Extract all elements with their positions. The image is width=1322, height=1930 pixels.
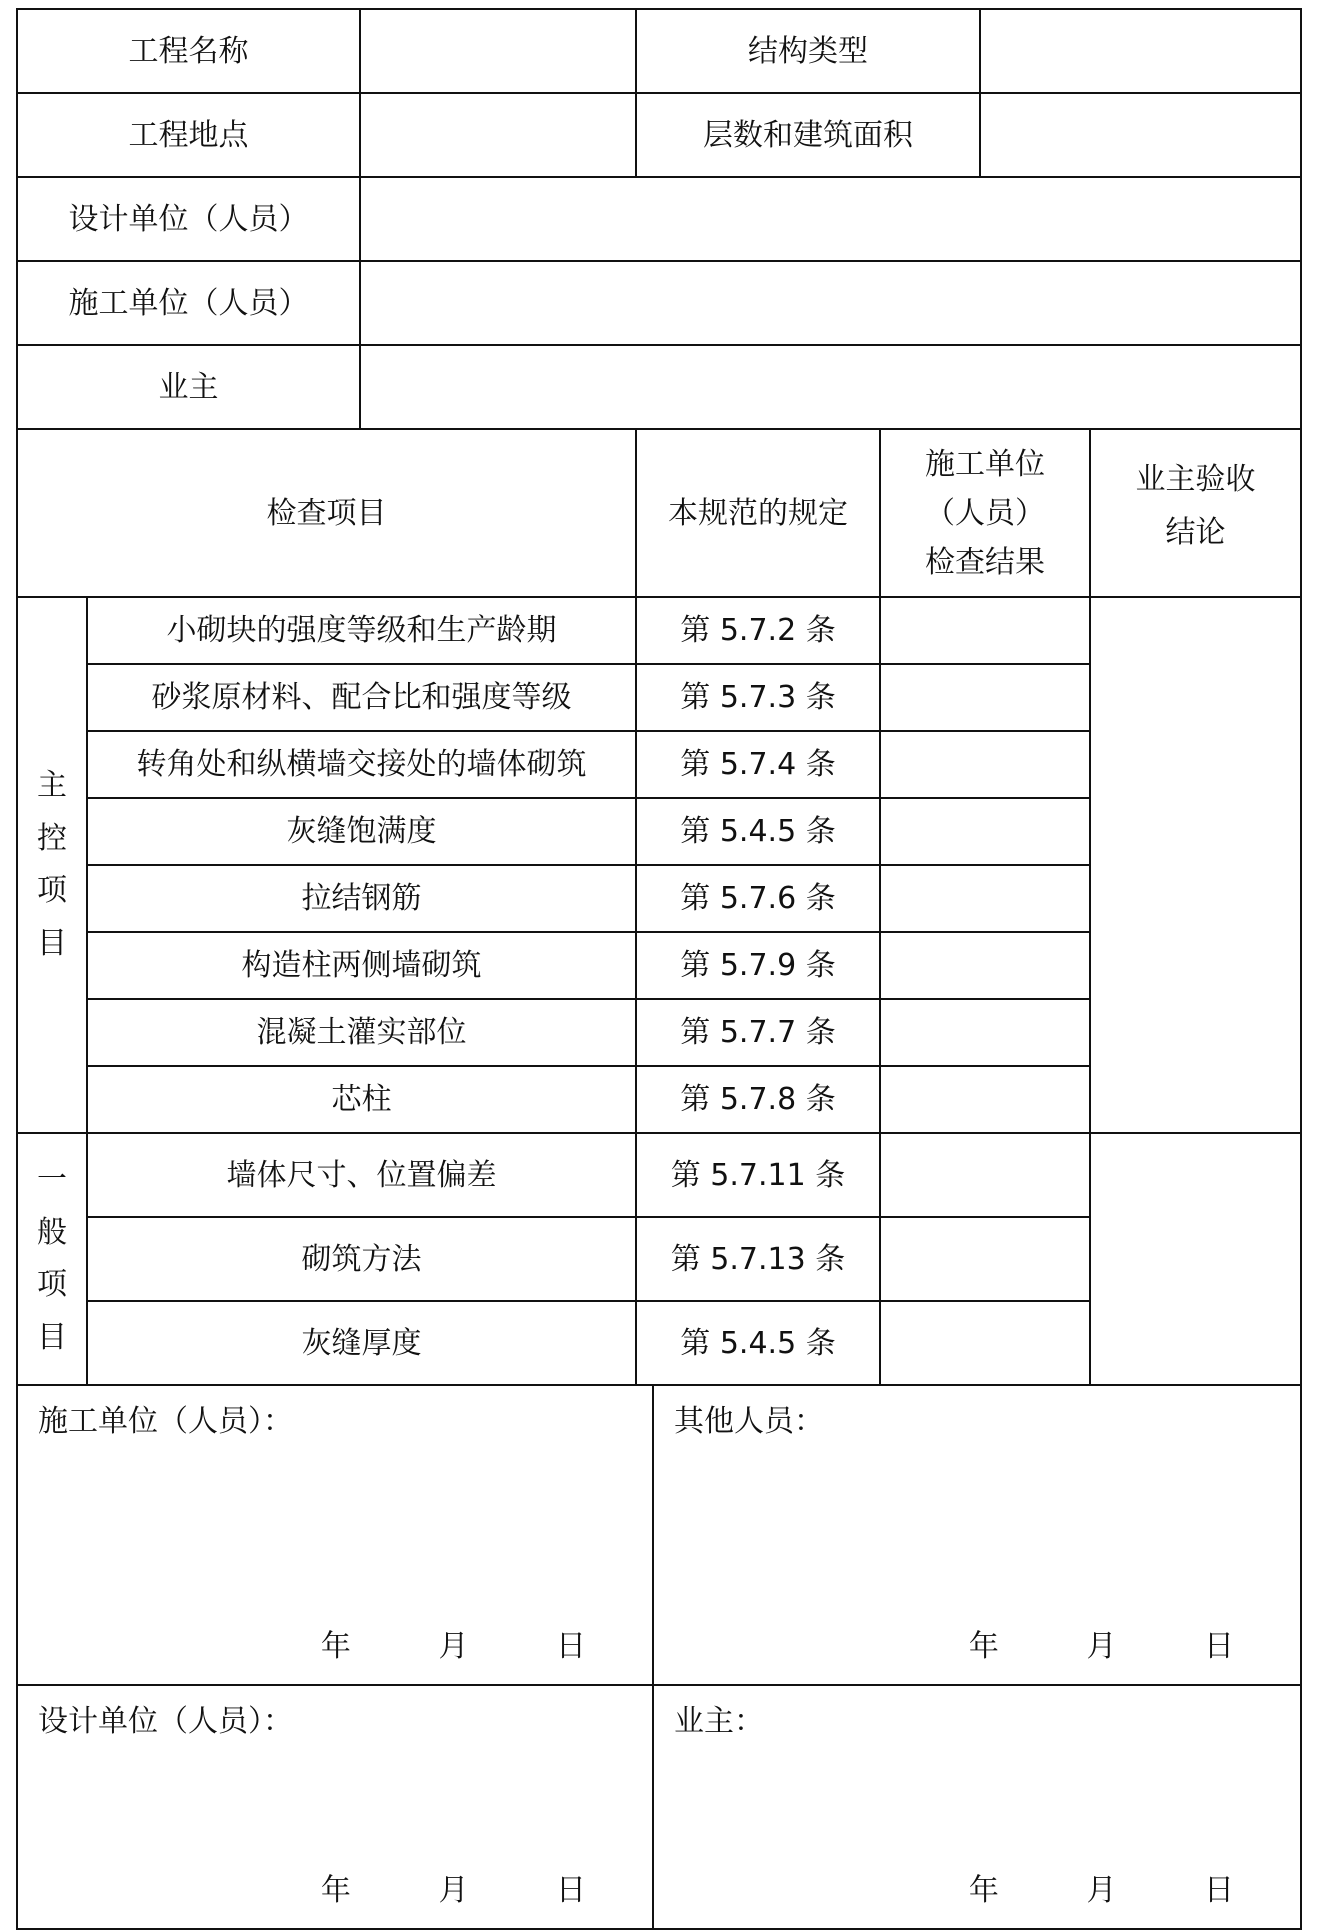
date-year: 年	[968, 1629, 999, 1664]
project-location-value[interactable]	[360, 93, 636, 177]
general-item-2: 砌筑方法	[87, 1217, 636, 1301]
general-item-3: 灰缝厚度	[87, 1301, 636, 1385]
general-result-2[interactable]	[880, 1217, 1090, 1301]
floors-area-label: 层数和建筑面积	[636, 93, 980, 177]
general-result-3[interactable]	[880, 1301, 1090, 1385]
main-group-char-4: 目	[37, 925, 67, 961]
design-unit-label: 设计单位（人员）	[17, 177, 360, 261]
general-result-1[interactable]	[880, 1133, 1090, 1217]
inspection-items-table	[16, 428, 1302, 1386]
main-result-8[interactable]	[880, 1066, 1090, 1133]
general-group-char-3: 项	[37, 1267, 67, 1302]
main-item-3: 转角处和纵横墙交接处的墙体砌筑	[87, 731, 636, 798]
main-item-5: 拉结钢筋	[87, 865, 636, 932]
owner-sign-date	[969, 1871, 1234, 1910]
main-result-1[interactable]	[880, 597, 1090, 664]
main-item-6: 构造柱两侧墙砌筑	[87, 932, 636, 999]
main-result-7[interactable]	[880, 999, 1090, 1066]
design-sign-label: 设计单位（人员）：	[38, 1704, 293, 1739]
structure-type-label: 结构类型	[636, 9, 980, 93]
date-day: 日	[556, 1873, 586, 1908]
main-rule-3: 第 5.7.4 条	[636, 731, 880, 798]
design-sign-box[interactable]	[17, 1685, 653, 1929]
general-rule-2: 第 5.7.13 条	[636, 1217, 880, 1301]
owner-sign-box[interactable]	[653, 1685, 1301, 1929]
main-group-char-3: 项	[37, 873, 67, 908]
main-rule-8: 第 5.7.8 条	[636, 1066, 880, 1133]
main-item-7: 混凝土灌实部位	[87, 999, 636, 1066]
date-month: 月	[1086, 1629, 1117, 1664]
construction-result-header	[880, 429, 1090, 597]
main-result-2[interactable]	[880, 664, 1090, 731]
date-month: 月	[1086, 1873, 1117, 1908]
main-item-4: 灰缝饱满度	[87, 798, 636, 865]
general-group-char-1: 一	[37, 1162, 67, 1197]
main-result-5[interactable]	[880, 865, 1090, 932]
owner-conclusion-header-line2: 结论	[1165, 515, 1226, 550]
other-personnel-sign-box[interactable]	[653, 1385, 1301, 1685]
inspection-form	[16, 8, 1300, 1930]
project-name-value[interactable]	[360, 9, 636, 93]
construction-result-header-line2: （人员）	[925, 495, 1045, 531]
check-item-header: 检查项目	[17, 429, 636, 597]
project-name-label: 工程名称	[17, 9, 360, 93]
structure-type-value[interactable]	[980, 9, 1301, 93]
main-item-8: 芯柱	[87, 1066, 636, 1133]
general-owner-conclusion[interactable]	[1090, 1133, 1301, 1385]
main-rule-1: 第 5.7.2 条	[636, 597, 880, 664]
owner-conclusion-header-line1: 业主验收	[1135, 462, 1256, 497]
main-items-group-label	[17, 597, 87, 1133]
construction-unit-value[interactable]	[360, 261, 1301, 345]
date-year: 年	[320, 1629, 351, 1664]
date-year: 年	[320, 1873, 351, 1908]
main-rule-6: 第 5.7.9 条	[636, 932, 880, 999]
spec-rule-header: 本规范的规定	[636, 429, 880, 597]
owner-sign-label: 业主：	[674, 1704, 764, 1739]
main-group-char-1: 主	[37, 768, 67, 803]
main-owner-conclusion[interactable]	[1090, 597, 1301, 1133]
main-result-6[interactable]	[880, 932, 1090, 999]
date-month: 月	[438, 1629, 469, 1664]
construction-result-header-line1: 施工单位	[925, 446, 1045, 482]
owner-conclusion-header	[1090, 429, 1301, 597]
date-year: 年	[968, 1873, 999, 1908]
design-unit-value[interactable]	[360, 177, 1301, 261]
general-items-group-label	[17, 1133, 87, 1385]
main-rule-7: 第 5.7.7 条	[636, 999, 880, 1066]
signature-table	[16, 1384, 1302, 1930]
project-location-label: 工程地点	[17, 93, 360, 177]
general-rule-3: 第 5.4.5 条	[636, 1301, 880, 1385]
general-rule-1: 第 5.7.11 条	[636, 1133, 880, 1217]
design-sign-date	[321, 1871, 586, 1910]
date-day: 日	[1204, 1629, 1234, 1664]
other-personnel-sign-date	[969, 1627, 1234, 1666]
project-info-table	[16, 8, 1302, 430]
main-rule-5: 第 5.7.6 条	[636, 865, 880, 932]
main-result-4[interactable]	[880, 798, 1090, 865]
main-item-2: 砂浆原材料、配合比和强度等级	[87, 664, 636, 731]
main-result-3[interactable]	[880, 731, 1090, 798]
owner-value[interactable]	[360, 345, 1301, 429]
general-item-1: 墙体尺寸、位置偏差	[87, 1133, 636, 1217]
general-group-char-2: 般	[37, 1214, 67, 1250]
main-item-1: 小砌块的强度等级和生产龄期	[87, 597, 636, 664]
main-group-char-2: 控	[37, 820, 67, 856]
construction-sign-date	[321, 1627, 586, 1666]
owner-label: 业主	[17, 345, 360, 429]
main-rule-4: 第 5.4.5 条	[636, 798, 880, 865]
floors-area-value[interactable]	[980, 93, 1301, 177]
construction-result-header-line3: 检查结果	[925, 544, 1045, 580]
main-rule-2: 第 5.7.3 条	[636, 664, 880, 731]
date-month: 月	[438, 1873, 469, 1908]
date-day: 日	[1204, 1873, 1234, 1908]
construction-sign-label: 施工单位（人员）：	[38, 1404, 293, 1439]
construction-unit-label: 施工单位（人员）	[17, 261, 360, 345]
other-personnel-sign-label: 其他人员：	[674, 1404, 824, 1439]
construction-sign-box[interactable]	[17, 1385, 653, 1685]
general-group-char-4: 目	[37, 1319, 67, 1355]
date-day: 日	[556, 1629, 586, 1664]
